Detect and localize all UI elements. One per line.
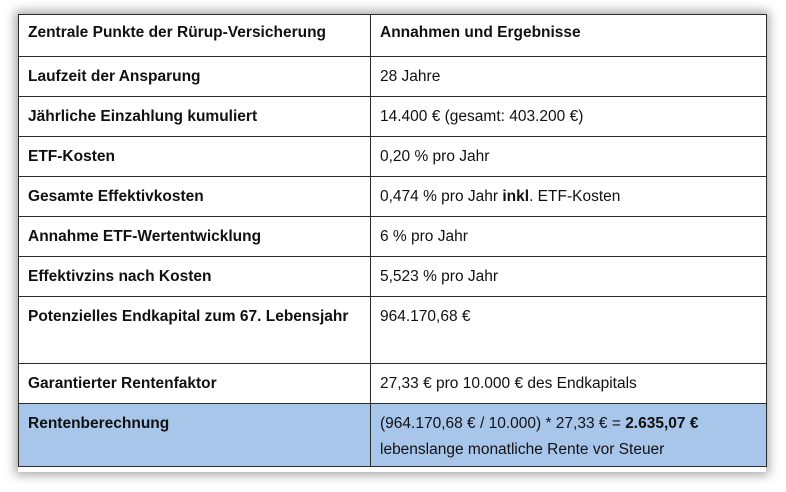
table-row bbox=[19, 57, 767, 97]
row-label: Laufzeit der Ansparung bbox=[19, 57, 371, 97]
table-row bbox=[19, 97, 767, 137]
header-cell-points: Zentrale Punkte der Rürup-Versicherung bbox=[19, 15, 371, 57]
table-row bbox=[19, 177, 767, 217]
row-value: 0,20 % pro Jahr bbox=[371, 137, 767, 177]
row-label: Jährliche Einzahlung kumuliert bbox=[19, 97, 371, 137]
row-value: 964.170,68 € bbox=[371, 297, 767, 364]
row-value: 27,33 € pro 10.000 € des Endkapitals bbox=[371, 364, 767, 404]
value-text: (964.170,68 € / 10.000) * 27,33 € = bbox=[380, 415, 626, 432]
value-bold-text: inkl bbox=[502, 188, 530, 205]
row-value bbox=[371, 177, 767, 217]
table-row bbox=[19, 364, 767, 404]
row-value: 28 Jahre bbox=[371, 57, 767, 97]
value-bold-text: 2.635,07 € bbox=[625, 415, 699, 432]
row-label: Gesamte Effektivkosten bbox=[19, 177, 371, 217]
row-value: 14.400 € (gesamt: 403.200 €) bbox=[371, 97, 767, 137]
header-cell-results: Annahmen und Ergebnisse bbox=[371, 15, 767, 57]
row-value bbox=[371, 404, 767, 467]
table-row bbox=[19, 217, 767, 257]
table-row-highlighted bbox=[19, 404, 767, 467]
row-label: Garantierter Rentenfaktor bbox=[19, 364, 371, 404]
value-text: 0,474 % pro Jahr bbox=[380, 188, 503, 205]
row-value: 6 % pro Jahr bbox=[371, 217, 767, 257]
row-value: 5,523 % pro Jahr bbox=[371, 257, 767, 297]
table-header-row bbox=[19, 15, 767, 57]
value-text: . ETF-Kosten bbox=[529, 188, 621, 205]
table-row bbox=[19, 137, 767, 177]
row-label: Effektivzins nach Kosten bbox=[19, 257, 371, 297]
table-row bbox=[19, 257, 767, 297]
value-text-line2: lebenslange monatliche Rente vor Steuer bbox=[380, 441, 665, 458]
row-label: ETF-Kosten bbox=[19, 137, 371, 177]
row-label: Rentenberechnung bbox=[19, 404, 371, 467]
table-row bbox=[19, 297, 767, 364]
row-label: Potenzielles Endkapital zum 67. Lebensjahr bbox=[19, 297, 371, 364]
row-label: Annahme ETF-Wertentwicklung bbox=[19, 217, 371, 257]
ruerup-summary-table bbox=[18, 14, 767, 467]
table-card bbox=[18, 14, 766, 472]
